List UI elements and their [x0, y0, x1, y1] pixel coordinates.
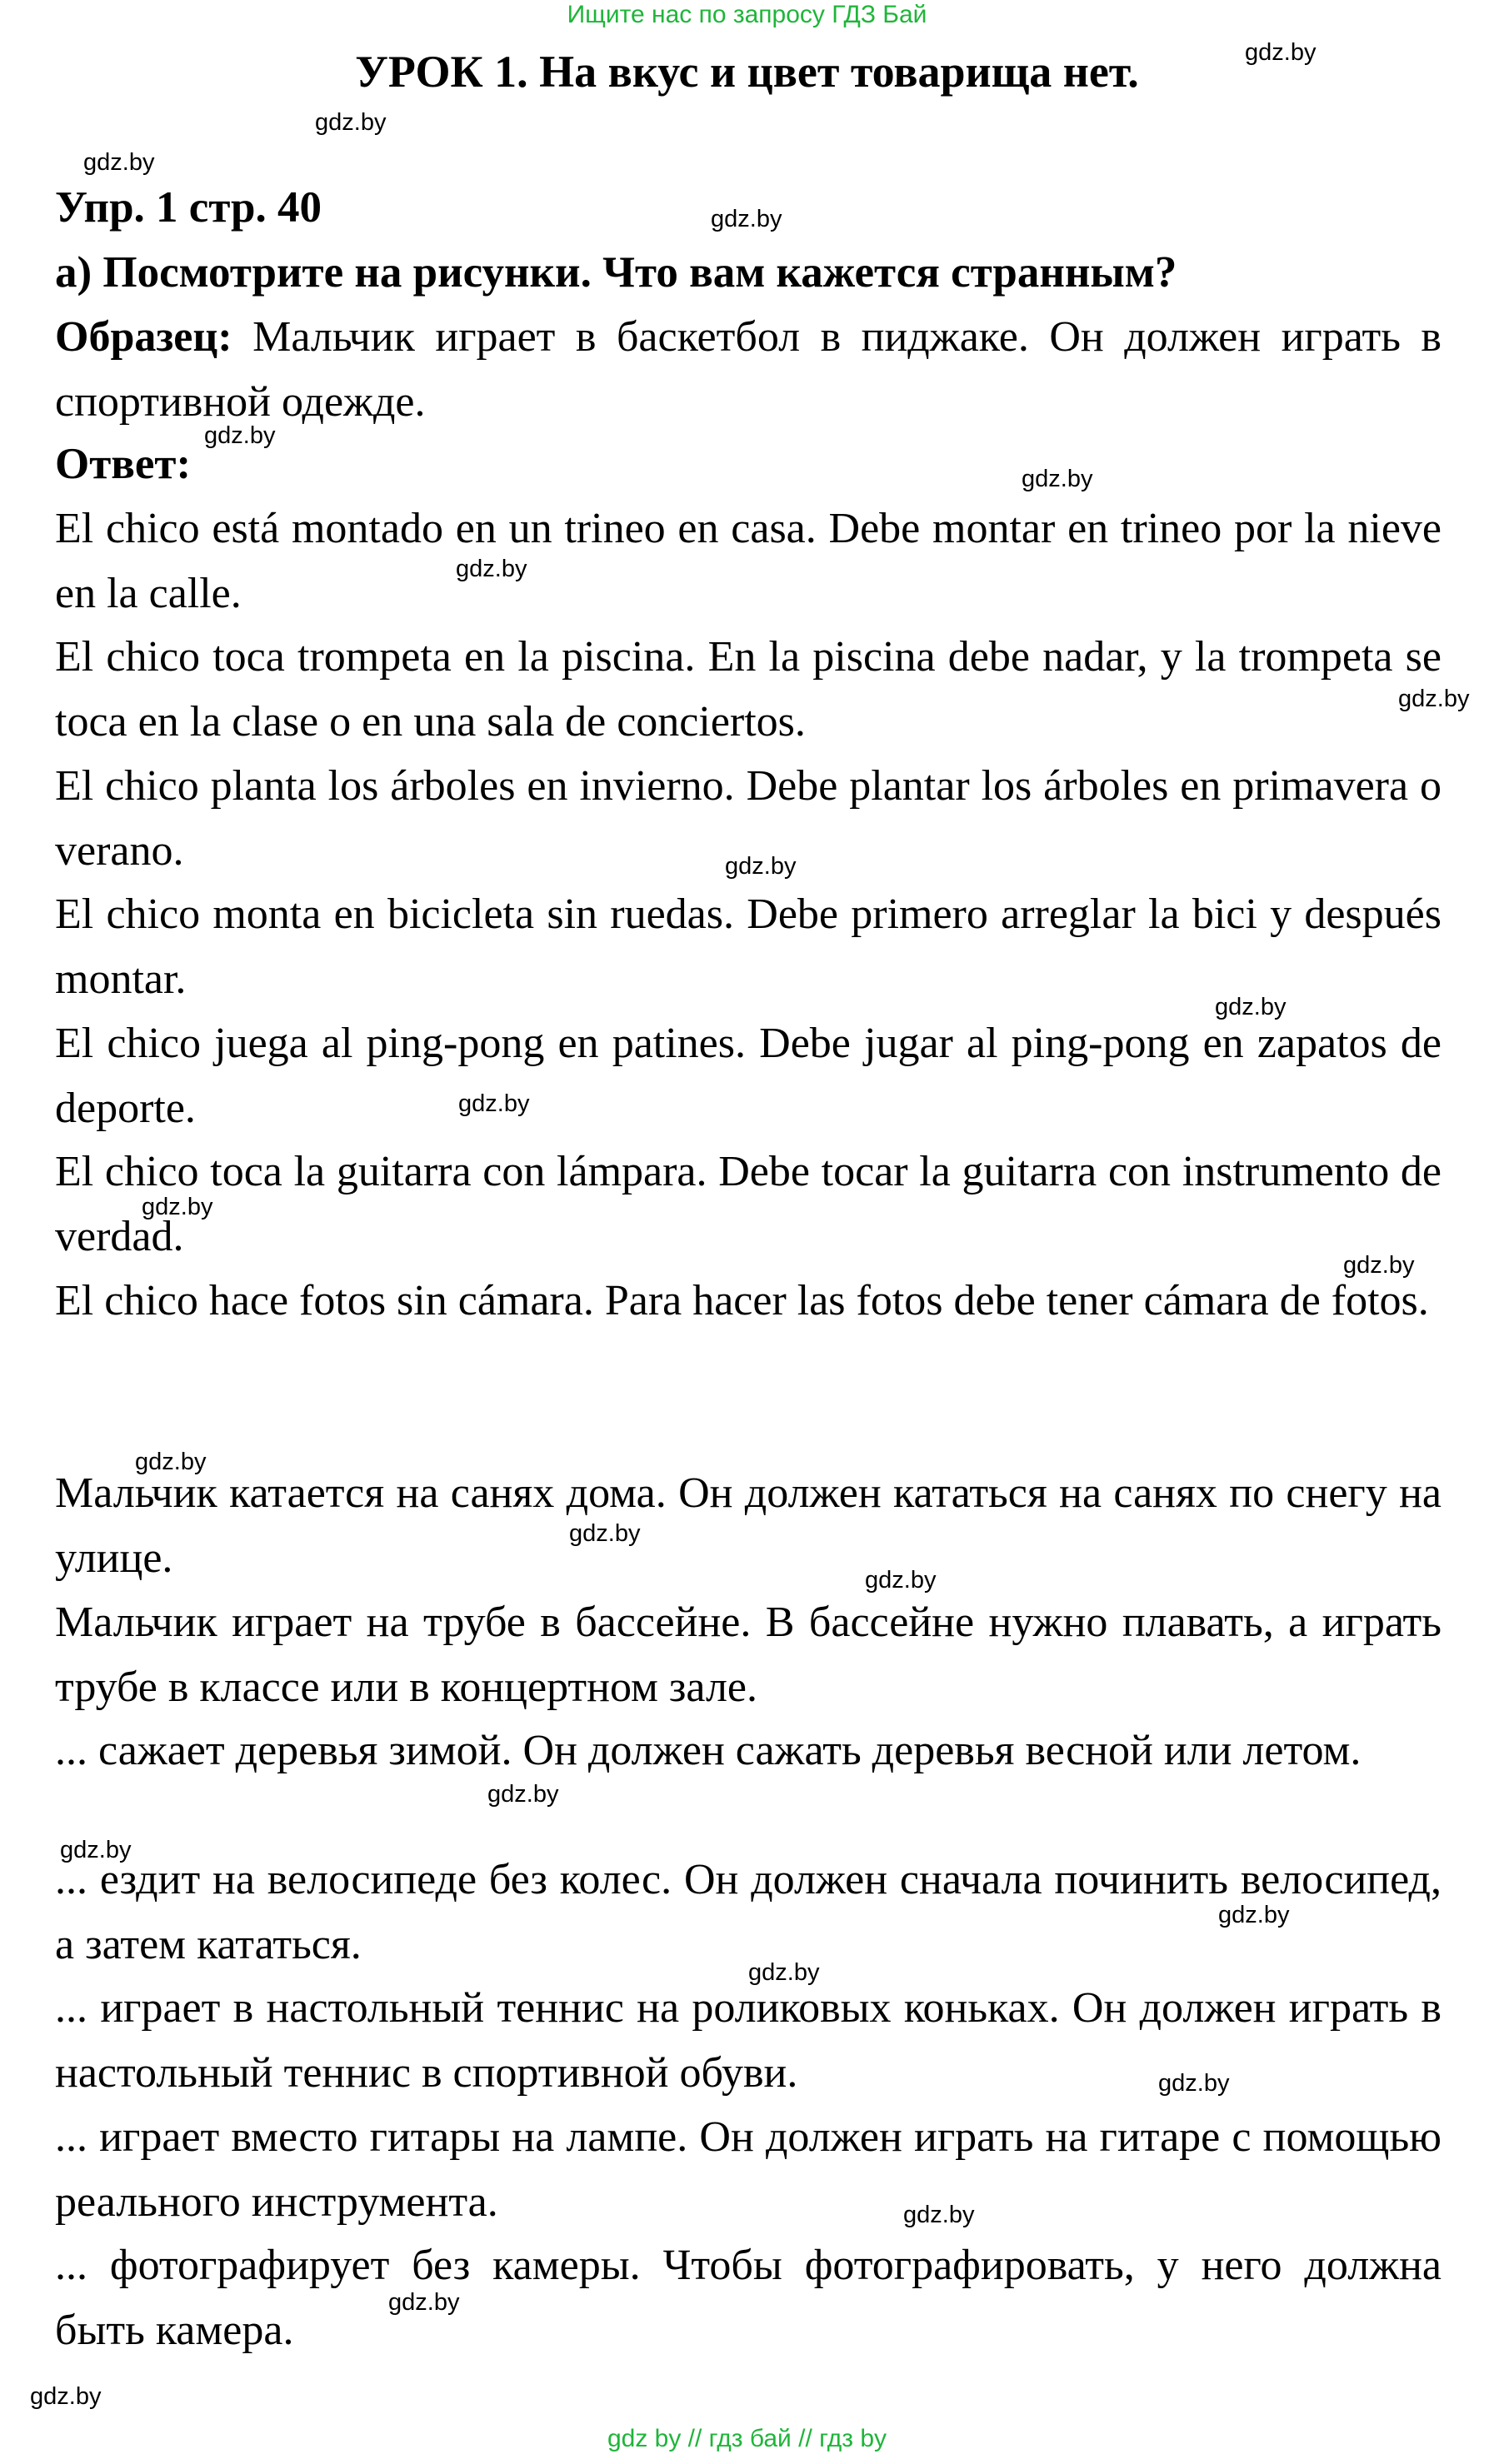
- watermark: gdz.by: [1158, 2070, 1230, 2097]
- watermark: gdz.by: [569, 1520, 641, 1547]
- answer-label: Ответ:: [55, 440, 192, 488]
- russian-paragraph: ... играет вместо гитары на лампе. Он должен играть на гитаре с помощью реального инструмента.: [55, 2113, 1442, 2226]
- watermark: gdz.by: [1022, 466, 1093, 492]
- sample-label: Образец:: [55, 313, 232, 361]
- watermark: gdz.by: [1245, 39, 1317, 66]
- watermark: gdz.by: [83, 149, 155, 176]
- watermark: gdz.by: [30, 2383, 102, 2410]
- spanish-paragraph: El chico hace fotos sin cámara. Para hacer las fotos debe tener cámara de fotos.: [55, 1277, 1429, 1324]
- watermark: gdz.by: [865, 1567, 937, 1594]
- watermark: gdz.by: [135, 1449, 207, 1475]
- spanish-paragraph: El chico planta los árboles en invierno. Debe plantar los árboles en primavera o verano.: [55, 762, 1442, 875]
- watermark: gdz.by: [388, 2289, 460, 2316]
- watermark: gdz.by: [1398, 686, 1470, 712]
- footer-links[interactable]: gdz by // гдз бай // гдз by: [607, 2425, 887, 2452]
- watermark: gdz.by: [204, 422, 276, 449]
- sample-text: Мальчик играет в баскетбол в пиджаке. Он должен играть в спортивной одежде.: [55, 313, 1442, 426]
- watermark: gdz.by: [711, 206, 782, 232]
- watermark: gdz.by: [458, 1090, 530, 1117]
- watermark: gdz.by: [487, 1781, 559, 1808]
- russian-paragraph: ... играет в настольный теннис на роликовых коньках. Он должен играть в настольный теннис в спортивной обуви.: [55, 1984, 1442, 2097]
- russian-paragraph: Мальчик катается на санях дома. Он должен кататься на санях по снегу на улице.: [55, 1469, 1442, 1582]
- russian-paragraph: ... фотографирует без камеры. Чтобы фотографировать, у него должна быть камера.: [55, 2242, 1442, 2354]
- watermark: gdz.by: [1218, 1902, 1290, 1928]
- russian-paragraph: ... ездит на велосипеде без колес. Он должен сначала починить велосипед, а затем кататься.: [55, 1856, 1442, 1968]
- russian-paragraph: ... сажает деревья зимой. Он должен сажать деревья весной или летом.: [55, 1727, 1362, 1774]
- watermark: gdz.by: [903, 2202, 975, 2228]
- watermark: gdz.by: [725, 853, 797, 880]
- task-heading: а) Посмотрите на рисунки. Что вам кажется странным?: [55, 248, 1177, 297]
- watermark: gdz.by: [748, 1959, 820, 1986]
- exercise-heading: Упр. 1 стр. 40: [55, 183, 322, 232]
- watermark: gdz.by: [315, 109, 387, 136]
- watermark: gdz.by: [1215, 994, 1287, 1020]
- watermark: gdz.by: [60, 1837, 132, 1863]
- spanish-paragraph: El chico toca la guitarra con lámpara. Debe tocar la guitarra con instrumento de verdad.: [55, 1148, 1442, 1260]
- spanish-paragraph: El chico monta en bicicleta sin ruedas. Debe primero arreglar la bici y después montar.: [55, 890, 1442, 1003]
- site-banner-link[interactable]: Ищите нас по запросу ГДЗ Бай: [567, 1, 927, 28]
- spanish-paragraph: El chico está montado en un trineo en casa. Debe montar en trineo por la nieve en la calle.: [55, 505, 1442, 617]
- watermark: gdz.by: [142, 1194, 213, 1220]
- watermark: gdz.by: [1343, 1252, 1415, 1279]
- russian-paragraph: Мальчик играет на трубе в бассейне. В бассейне нужно плавать, а играть трубе в классе или в концертном зале.: [55, 1599, 1442, 1711]
- spanish-paragraph: El chico juega al ping-pong en patines. Debe jugar al ping-pong en zapatos de deporte.: [55, 1020, 1442, 1132]
- lesson-title: УРОК 1. На вкус и цвет товарища нет.: [355, 47, 1139, 97]
- sample-paragraph: [55, 305, 1442, 435]
- spanish-paragraph: El chico toca trompeta en la piscina. En la piscina debe nadar, y la trompeta se toca en la clase o en una sala de conciertos.: [55, 633, 1442, 746]
- watermark: gdz.by: [456, 556, 527, 582]
